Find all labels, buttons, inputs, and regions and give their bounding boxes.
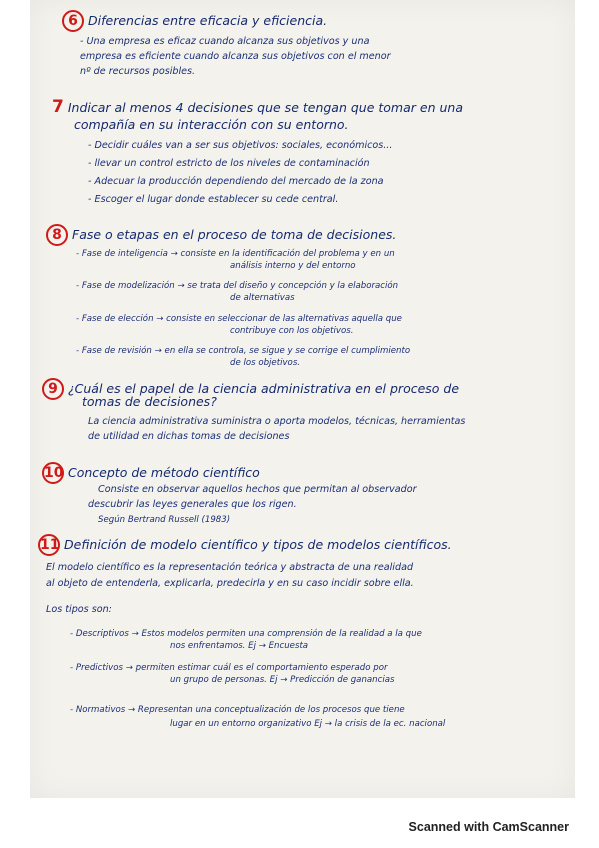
section-11-line: al objeto de entenderla, explicarla, predecirla y en su caso incidir sobre ella. xyxy=(46,578,414,589)
section-10-line: descubrir las leyes generales que los rigen. xyxy=(88,499,297,510)
section-7-number: 7 xyxy=(52,97,64,117)
section-11-line: - Descriptivos → Estos modelos permiten una comprensión de la realidad a la que xyxy=(70,629,422,639)
section-6-line: empresa es eficiente cuando alcanza sus objetivos con el menor xyxy=(80,51,391,62)
section-9-number: 9 xyxy=(42,378,64,400)
section-10-number: 10 xyxy=(42,462,64,484)
section-8-line: - Fase de elección → consiste en seleccionar de las alternativas aquella que xyxy=(76,314,402,324)
notebook-page xyxy=(30,0,575,798)
section-8-line: de alternativas xyxy=(230,293,295,303)
section-7-title-continued: compañía en su interacción con su entorno. xyxy=(74,117,349,132)
section-9-line: La ciencia administrativa suministra o aporta modelos, técnicas, herramientas xyxy=(88,416,466,427)
section-11-line: lugar en un entorno organizativo Ej → la crisis de la ec. nacional xyxy=(170,719,446,729)
section-9-title-continued: tomas de decisiones? xyxy=(82,394,217,409)
section-8-line: de los objetivos. xyxy=(230,358,301,368)
section-8-title: 8 Fase o etapas en el proceso de toma de decisiones. xyxy=(46,224,396,246)
section-7-line: - Decidir cuáles van a ser sus objetivos: sociales, económicos... xyxy=(88,140,393,151)
section-7-line: - Adecuar la producción dependiendo del mercado de la zona xyxy=(88,176,384,187)
section-11-line: - Normativos → Representan una conceptualización de los procesos que tiene xyxy=(70,705,405,715)
section-11-line: nos enfrentamos. Ej → Encuesta xyxy=(170,641,309,651)
section-11-line: un grupo de personas. Ej → Predicción de ganancias xyxy=(170,675,395,685)
section-8-line: análisis interno y del entorno xyxy=(230,261,356,271)
section-11-number: 11 xyxy=(38,534,60,556)
section-8-line: contribuye con los objetivos. xyxy=(230,326,354,336)
scanner-watermark: Scanned with CamScanner xyxy=(408,820,569,834)
section-6-line: - Una empresa es eficaz cuando alcanza sus objetivos y una xyxy=(80,36,370,47)
section-9-line: de utilidad en dichas tomas de decisiones xyxy=(88,431,290,442)
section-8-number: 8 xyxy=(46,224,68,246)
section-11-line: Los tipos son: xyxy=(46,604,112,615)
section-8-line: - Fase de revisión → en ella se controla, se sigue y se corrige el cumplimiento xyxy=(76,346,411,356)
section-6-line: nº de recursos posibles. xyxy=(80,66,196,77)
section-8-line: - Fase de inteligencia → consiste en la identificación del problema y en un xyxy=(76,249,395,259)
section-10-line: Según Bertrand Russell (1983) xyxy=(98,515,231,525)
section-8-line: - Fase de modelización → se trata del diseño y concepción y la elaboración xyxy=(76,281,399,291)
section-11-title: 11 Definición de modelo científico y tipos de modelos científicos. xyxy=(38,534,452,556)
section-7-line: - llevar un control estricto de los niveles de contaminación xyxy=(88,158,370,169)
section-7-line: - Escoger el lugar donde establecer su cede central. xyxy=(88,194,339,205)
section-11-line: El modelo científico es la representación teórica y abstracta de una realidad xyxy=(46,562,414,573)
section-9-title: 9 ¿Cuál es el papel de la ciencia administrativa en el proceso de xyxy=(42,378,459,400)
section-10-title: 10 Concepto de método científico xyxy=(42,462,260,484)
section-11-line: - Predictivos → permiten estimar cuál es el comportamiento esperado por xyxy=(70,663,388,673)
section-10-line: Consiste en observar aquellos hechos que permitan al observador xyxy=(98,484,417,495)
section-6-title: 6 Diferencias entre eficacia y eficiencia. xyxy=(62,10,327,32)
section-6-number: 6 xyxy=(62,10,84,32)
section-7-title: 7 Indicar al menos 4 decisiones que se tengan que tomar en una xyxy=(52,97,463,117)
